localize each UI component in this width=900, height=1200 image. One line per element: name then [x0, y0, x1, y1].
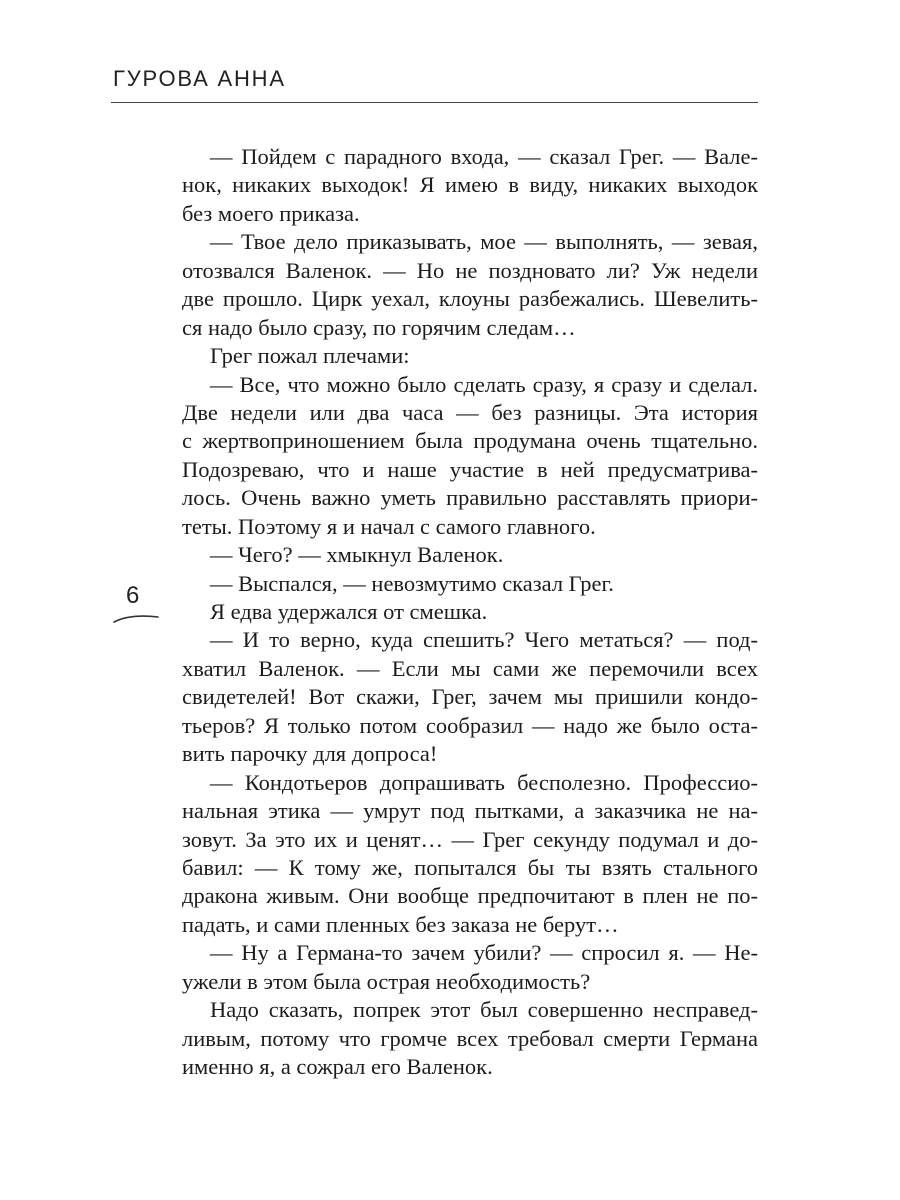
text-line: вить парочку для допроса! [182, 741, 438, 767]
text-line: Я едва удержался от смешка. [210, 599, 488, 624]
text-line: нальная этика — умрут под пытками, а заказчика не на- [182, 798, 758, 824]
page-number-swash-icon [112, 612, 160, 626]
text-line: ливым, потому что громче всех требовал смерти Германа [182, 1025, 758, 1051]
text-line: — Пойдем с парадного входа, — сказал Грег. — Вале- [210, 144, 758, 169]
text-line: нок, никаких выходок! Я имею в виду, никаких выходок [182, 172, 758, 198]
text-line: Две недели или два часа — без разницы. Эта история [182, 399, 758, 425]
text-line: Надо сказать, попрек этот был совершенно несправед- [210, 997, 758, 1023]
text-line: отозвался Валенок. — Но не поздновато ли? Уж недели [182, 257, 758, 283]
text-line: падать, и сами пленных без заказа не берут… [182, 911, 619, 937]
text-line: Грег пожал плечами: [210, 343, 410, 369]
text-line: ужели в этом была острая необходимость? [182, 968, 591, 994]
text-line: — Ну а Германа-то зачем убили? — спросил я. — Не- [210, 940, 758, 966]
text-line: — Кондотьеров допрашивать бесполезно. Профессио- [210, 769, 758, 795]
text-line: ся надо было сразу, по горячим следам… [182, 314, 576, 340]
text-line: свидетелей! Вот скажи, Грег, зачем мы пришили кондо- [182, 684, 758, 710]
text-line: — Твое дело приказывать, мое — выполнять, — зевая, [210, 229, 758, 255]
text-line: Подозреваю, что и наше участие в ней предусматрива- [182, 456, 758, 482]
text-line: зовут. За это их и ценят… — Грег секунду подумал и до- [182, 826, 758, 852]
running-head-author: ГУРОВА АННА [113, 66, 286, 91]
text-line: — Все, что можно было сделать сразу, я сразу и сделал. [210, 371, 758, 397]
header-rule [111, 102, 758, 103]
text-line: тьеров? Я только потом сообразил — надо же было оста- [182, 712, 758, 738]
text-line: теты. Поэтому я и начал с самого главного. [182, 513, 596, 539]
text-line: дракона живым. Они вообще предпочитают в плен не по- [182, 883, 758, 909]
text-line: две прошло. Цирк уехал, клоуны разбежались. Шевелить- [182, 286, 758, 312]
text-line: — Выспался, — невозмутимо сказал Грег. [210, 570, 614, 596]
text-line: — И то верно, куда спешить? Чего метаться? — под- [210, 627, 758, 653]
text-line: — Чего? — хмыкнул Валенок. [210, 542, 504, 568]
text-line: без моего приказа. [182, 200, 360, 226]
text-line: хватил Валенок. — Если мы сами же перемочили всех [182, 655, 758, 681]
text-line: с жертвоприношением была продумана очень тщательно. [182, 428, 758, 454]
text-line: лось. Очень важно уметь правильно расставлять приори- [182, 485, 758, 511]
text-line: именно я, а сожрал его Валенок. [182, 1054, 493, 1079]
body-text [182, 143, 758, 1081]
page-number: 6 [126, 582, 140, 609]
text-line: бавил: — К тому же, попытался бы ты взять стального [182, 854, 758, 880]
